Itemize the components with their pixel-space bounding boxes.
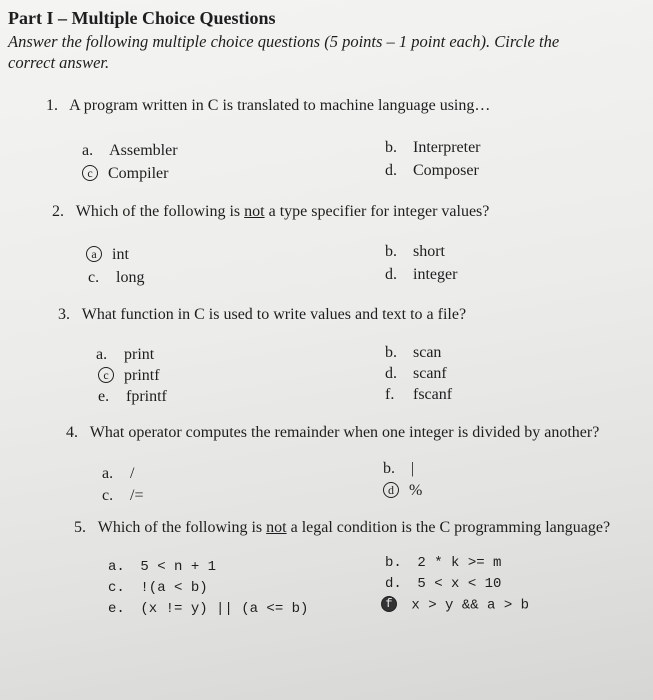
option-text: !(a < b) xyxy=(140,580,208,596)
question-text: What operator computes the remainder when one integer is divided by another? xyxy=(89,424,600,441)
question-4 xyxy=(66,424,599,442)
option-text: integer xyxy=(413,266,458,283)
circled-answer-icon: c xyxy=(98,367,114,383)
option-4c[interactable] xyxy=(102,487,143,505)
option-5f[interactable] xyxy=(381,597,529,614)
option-letter: b. xyxy=(383,460,395,477)
option-letter: d. xyxy=(385,576,402,592)
option-letter: c. xyxy=(108,580,125,596)
option-4d[interactable] xyxy=(383,482,422,500)
question-text-post: a type specifier for integer values? xyxy=(264,203,490,220)
option-5a[interactable] xyxy=(108,559,216,575)
question-number: 3. xyxy=(58,306,70,323)
option-text: 5 < n + 1 xyxy=(140,559,217,575)
option-letter: b. xyxy=(385,555,402,571)
question-5 xyxy=(74,519,610,537)
instructions-line-1: Answer the following multiple choice questions (5 points – 1 point each). Circle the xyxy=(8,32,560,51)
option-text: Assembler xyxy=(109,142,178,159)
circled-answer-icon: a xyxy=(86,246,102,262)
option-letter: a. xyxy=(82,142,94,159)
option-text: scanf xyxy=(413,365,447,382)
option-text: long xyxy=(116,269,145,286)
option-5b[interactable] xyxy=(385,555,501,571)
question-text: A program written in C is translated to machine language using… xyxy=(69,97,491,114)
option-3f[interactable] xyxy=(385,386,452,404)
option-3a[interactable] xyxy=(96,346,154,364)
option-letter: f. xyxy=(385,386,395,403)
instructions-line-2: correct answer. xyxy=(8,53,110,72)
question-text-emphasis: not xyxy=(266,519,287,536)
question-text-pre: Which of the following is xyxy=(75,203,245,220)
option-text: x > y && a > b xyxy=(411,597,530,614)
option-text: % xyxy=(409,482,423,499)
option-text: Composer xyxy=(413,162,479,179)
option-3d[interactable] xyxy=(385,365,447,383)
option-text: 2 * k >= m xyxy=(417,555,502,571)
option-letter: c. xyxy=(102,487,114,504)
option-letter: d. xyxy=(385,162,397,179)
option-text: | xyxy=(411,460,415,477)
option-text: Interpreter xyxy=(413,139,481,156)
option-letter: c. xyxy=(88,269,100,286)
option-3e[interactable] xyxy=(98,388,167,406)
option-text: fscanf xyxy=(413,386,453,403)
option-1d[interactable] xyxy=(385,162,479,180)
option-letter: b. xyxy=(385,344,397,361)
question-text-post: a legal condition is the C programming language? xyxy=(286,519,611,536)
option-text: int xyxy=(112,246,129,263)
option-5c[interactable] xyxy=(108,580,208,596)
option-letter: b. xyxy=(385,243,397,260)
option-letter: a. xyxy=(102,465,114,482)
option-text: / xyxy=(130,465,135,482)
option-letter: d. xyxy=(385,266,397,283)
circled-answer-icon: d xyxy=(383,482,399,498)
option-2d[interactable] xyxy=(385,266,457,284)
option-5d[interactable] xyxy=(385,576,501,592)
option-text: short xyxy=(413,243,445,260)
question-1 xyxy=(46,97,490,115)
question-text-emphasis: not xyxy=(244,203,265,220)
option-text: Compiler xyxy=(108,165,169,182)
option-1a[interactable] xyxy=(82,142,178,160)
instructions xyxy=(8,31,559,73)
option-text: scan xyxy=(413,344,442,361)
option-text: /= xyxy=(130,487,144,504)
question-number: 5. xyxy=(74,519,86,536)
option-5e[interactable] xyxy=(108,601,308,617)
question-2 xyxy=(52,203,489,221)
section-title: Part I – Multiple Choice Questions xyxy=(8,8,276,28)
option-2a[interactable] xyxy=(86,246,129,264)
option-letter: b. xyxy=(385,139,397,156)
question-number: 1. xyxy=(46,97,58,114)
option-letter: e. xyxy=(108,601,125,617)
question-3 xyxy=(58,306,466,324)
question-number: 4. xyxy=(66,424,78,441)
option-text: 5 < x < 10 xyxy=(417,576,502,592)
circled-answer-icon: c xyxy=(82,165,98,181)
option-text: fprintf xyxy=(126,388,167,405)
option-text: (x != y) || (a <= b) xyxy=(140,601,309,617)
option-letter: d. xyxy=(385,365,397,382)
option-1b[interactable] xyxy=(385,139,481,157)
option-3b[interactable] xyxy=(385,344,441,362)
option-text: printf xyxy=(124,367,160,384)
option-letter: a. xyxy=(108,559,125,575)
option-4b[interactable] xyxy=(383,460,414,478)
option-text: print xyxy=(124,346,155,363)
option-3c[interactable] xyxy=(98,367,160,385)
option-4a[interactable] xyxy=(102,465,134,483)
circled-answer-icon: f xyxy=(381,596,397,612)
option-1c[interactable] xyxy=(82,165,168,183)
question-number: 2. xyxy=(52,203,64,220)
question-text-pre: Which of the following is xyxy=(97,519,267,536)
option-2b[interactable] xyxy=(385,243,445,261)
option-letter: e. xyxy=(98,388,110,405)
option-letter: a. xyxy=(96,346,108,363)
option-2c[interactable] xyxy=(88,269,144,287)
question-text: What function in C is used to write values and text to a file? xyxy=(81,306,467,323)
